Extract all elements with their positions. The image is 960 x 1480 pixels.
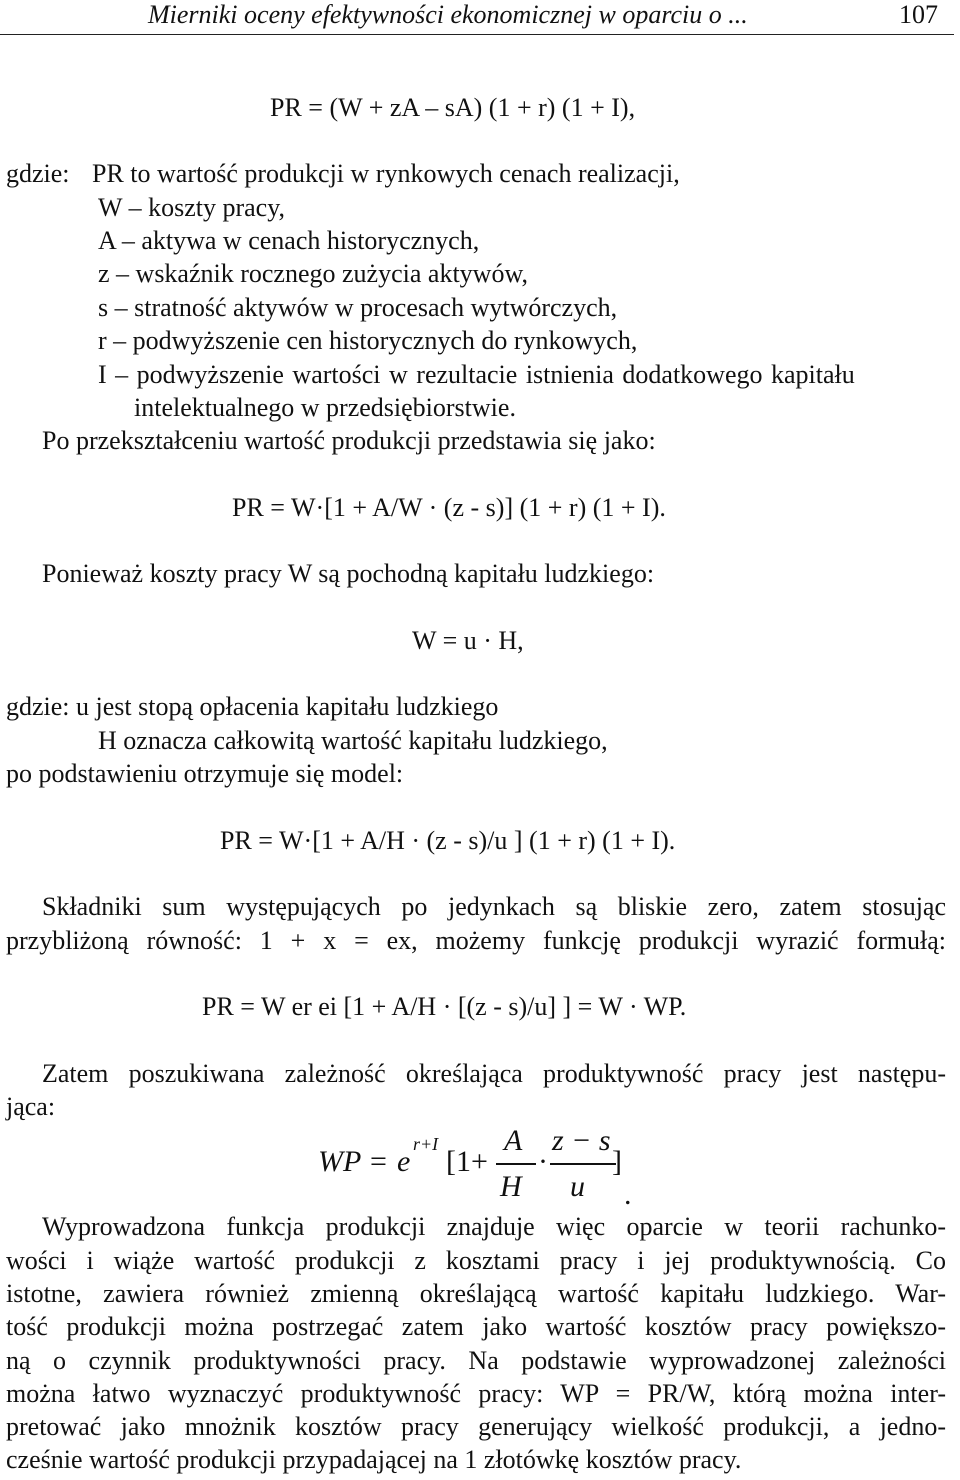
wp-equals: = <box>370 1145 387 1178</box>
wp-bracket-close: ] <box>612 1145 622 1178</box>
page-header <box>0 0 954 35</box>
running-title: Mierniki oceny efektywności ekonomicznej w oparciu o ... <box>148 0 748 29</box>
because-line: Ponieważ koszty pracy W są pochodną kapitału ludzkiego: <box>42 559 655 588</box>
wp-frac2-num: z − s <box>552 1124 611 1157</box>
wp-frac1-num: A <box>504 1124 523 1157</box>
where-item: I – podwyższenie wartości w rezultacie istnienia dodatkowego kapitału <box>98 360 855 389</box>
where-item: s – stratność aktywów w procesach wytwórczych, <box>98 293 618 322</box>
formula-pr-basic: PR = (W + zA – sA) (1 + r) (1 + I), <box>270 93 636 122</box>
paragraph-line: Wyprowadzona funkcja produkcji znajduje więc oparcie w teorii rachunko- <box>42 1212 946 1241</box>
paragraph-line: cześnie wartość produkcji przypadającej na 1 złotówkę kosztów pracy. <box>6 1445 742 1474</box>
paragraph-line: można łatwo wyznaczyć produktywność pracy: WP = PR/W, którą można inter- <box>6 1379 946 1408</box>
where2-line: po podstawieniu otrzymuje się model: <box>6 759 404 788</box>
wp-period: . <box>624 1178 632 1211</box>
formula-pr-model: PR = W·[1 + A/H · (z - s)/u ] (1 + r) (1 + I). <box>220 826 676 855</box>
paragraph-line: ną o czynnik produktywności pracy. Na podstawie wyprowadzonej zależności <box>6 1346 946 1375</box>
page-number: 107 <box>899 0 938 29</box>
formula-pr-expanded: PR = W·[1 + A/W · (z - s)] (1 + r) (1 + I). <box>232 493 666 522</box>
paragraph-line: pretować jako mnożnik kosztów pracy generujący wielkość produkcji, a jedno- <box>6 1412 946 1441</box>
where2-line: gdzie: u jest stopą opłacenia kapitału ludzkiego <box>6 692 499 721</box>
wp-exponent: r+I <box>413 1134 439 1154</box>
paragraph-line: przybliżoną równość: 1 + x = ex, możemy funkcję produkcji wyrazić formułą: <box>6 926 946 955</box>
where-item: W – koszty pracy, <box>98 193 286 222</box>
where-item: r – podwyższenie cen historycznych do rynkowych, <box>98 326 638 355</box>
fraction-bar <box>550 1163 616 1165</box>
paragraph-line: Zatem poszukiwana zależność określająca produktywność pracy jest następu- <box>42 1059 946 1088</box>
wp-frac1-den: H <box>500 1170 522 1203</box>
formula-pr-exp: PR = W er ei [1 + A/H · [(z - s)/u] ] = W · WP. <box>202 992 687 1021</box>
wp-lhs: WP <box>318 1145 362 1178</box>
where-item: A – aktywa w cenach historycznych, <box>98 226 480 255</box>
wp-dot: · <box>538 1145 548 1178</box>
where-item: PR to wartość produkcji w rynkowych cenach realizacji, <box>92 159 680 188</box>
where-item: intelektualnego w przedsiębiorstwie. <box>134 393 516 422</box>
paragraph-line: istotne, zawiera również zmienną określającą wartość kapitału ludzkiego. War- <box>6 1279 946 1308</box>
transform-intro: Po przekształceniu wartość produkcji przedstawia się jako: <box>42 426 656 455</box>
where-item: z – wskaźnik rocznego zużycia aktywów, <box>98 259 529 288</box>
fraction-bar <box>496 1163 536 1165</box>
paragraph-line: tość produkcji można postrzegać zatem jako wartość kosztów pracy powiększo- <box>6 1312 946 1341</box>
wp-frac2-den: u <box>570 1170 585 1203</box>
paragraph-line: wości i wiąże wartość produkcji z kosztami pracy i jej produktywnością. Co <box>6 1246 946 1275</box>
where-lead: gdzie: <box>6 159 70 188</box>
paragraph-line: Składniki sum występujących po jedynkach są bliskie zero, zatem stosując <box>42 892 946 921</box>
formula-w: W = u · H, <box>412 626 524 655</box>
paragraph-line: jąca: <box>6 1092 56 1121</box>
wp-bracket-open: [1+ <box>446 1145 488 1178</box>
wp-base: e <box>397 1145 411 1178</box>
where2-line: H oznacza całkowitą wartość kapitału ludzkiego, <box>98 726 608 755</box>
